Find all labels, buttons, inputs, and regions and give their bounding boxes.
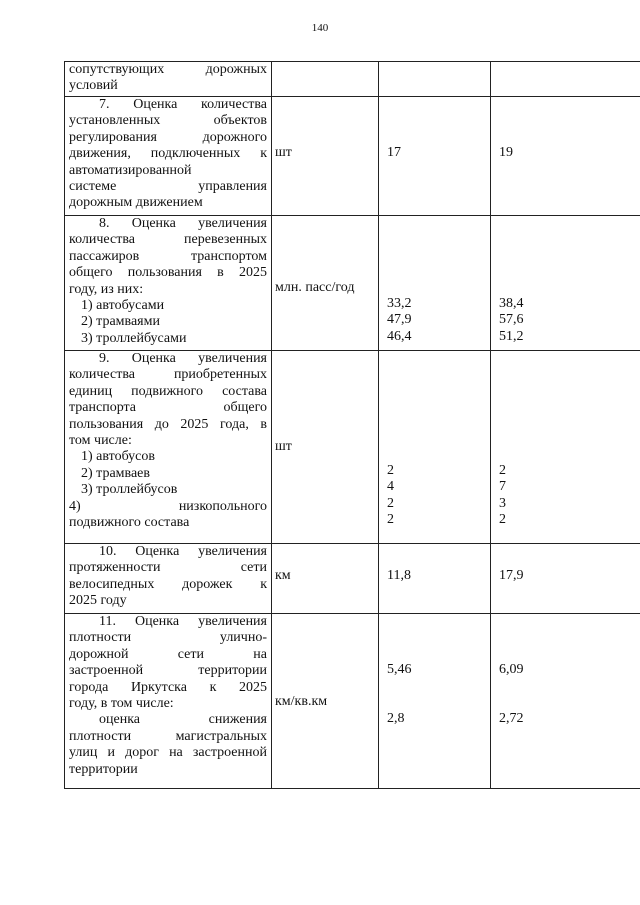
unit-cell [272, 351, 379, 544]
indicator-description-cell [65, 97, 272, 216]
baseline-value [387, 695, 487, 711]
target-value: 3 [499, 495, 506, 511]
target-value: 17,9 [499, 568, 524, 583]
description-line: дорожной сети на [69, 646, 267, 662]
unit-label: км/кв.км [275, 694, 328, 709]
indicator-description-cell [65, 62, 272, 97]
target-value: 7 [499, 479, 506, 495]
description-line: сопутствующих дорожных [69, 62, 267, 77]
baseline-value: 2 [387, 512, 394, 528]
description-line: условий [69, 78, 118, 94]
baseline-value: 5,46 [387, 662, 412, 677]
indicator-description-cell [65, 614, 272, 789]
baseline-value: 2 [387, 463, 394, 478]
baseline-value: 11,8 [387, 568, 411, 583]
unit-label: млн. пасс/год [275, 280, 355, 295]
description-line: 4) низкопольного [69, 498, 267, 514]
description-line: установленных объектов [69, 113, 267, 129]
description-line: регулирования дорожного [69, 129, 267, 145]
description-line: 7. Оценка количества [99, 97, 267, 112]
description-line: пассажиров транспортом [69, 248, 267, 264]
table-row [65, 544, 640, 614]
baseline-cell [379, 62, 491, 97]
description-line: автоматизированной [69, 162, 192, 178]
description-line: единиц подвижного состава [69, 383, 267, 399]
description-line: плотности улично- [69, 630, 267, 646]
description-line: том числе: [69, 433, 132, 449]
indicators-table [64, 61, 640, 789]
unit-cell [272, 97, 379, 216]
target-value: 2 [499, 463, 506, 478]
description-line: территории [69, 761, 138, 777]
unit-cell [272, 614, 379, 789]
baseline-value: 2,8 [387, 711, 405, 727]
table-row [65, 62, 640, 97]
description-line: оценка снижения [99, 712, 267, 728]
description-line: системе управления [69, 179, 267, 195]
unit-cell [272, 62, 379, 97]
description-line: 9. Оценка увеличения [99, 351, 267, 366]
description-line: году, в том числе: [69, 696, 174, 712]
description-line: 3) троллейбусами [81, 330, 187, 346]
baseline-value: 47,9 [387, 312, 412, 328]
table-row [65, 216, 640, 351]
baseline-cell [379, 614, 491, 789]
page-number: 140 [311, 22, 329, 34]
description-line: города Иркутска к 2025 [69, 679, 267, 695]
description-line: подвижного состава [69, 515, 190, 531]
description-line: 2025 году [69, 593, 127, 609]
target-value: 38,4 [499, 296, 524, 311]
unit-label: км [275, 568, 291, 583]
baseline-value [387, 678, 487, 694]
baseline-value: 46,4 [387, 328, 412, 344]
description-line: 3) троллейбусов [81, 482, 178, 498]
baseline-cell [379, 216, 491, 351]
description-line: застроенной территории [69, 663, 267, 679]
target-cell [491, 544, 640, 614]
description-line: пользования до 2025 года, в [69, 416, 267, 432]
description-line: плотности магистральных [69, 728, 267, 744]
description-line: движения, подключенных к [69, 146, 267, 162]
baseline-value: 2 [387, 495, 394, 511]
description-line: количества перевезенных [69, 232, 267, 248]
description-line: 1) автобусами [81, 298, 165, 314]
table-row [65, 351, 640, 544]
unit-cell [272, 216, 379, 351]
description-line: 8. Оценка увеличения [99, 216, 267, 231]
target-cell [491, 614, 640, 789]
unit-cell [272, 544, 379, 614]
table-row [65, 97, 640, 216]
description-line: году, из них: [69, 281, 144, 297]
description-line: дорожным движением [69, 195, 203, 211]
description-line: транспорта общего [69, 400, 267, 416]
baseline-value: 17 [387, 145, 401, 160]
target-cell [491, 97, 640, 216]
target-value: 2,72 [499, 711, 524, 727]
indicator-description-cell [65, 351, 272, 544]
description-line: 1) автобусов [81, 449, 155, 465]
indicator-description-cell [65, 544, 272, 614]
target-cell [491, 351, 640, 544]
description-line: 2) трамваями [81, 314, 160, 330]
description-line: улиц и дорог на застроенной [69, 745, 267, 761]
description-line: общего пользования в 2025 [69, 265, 267, 281]
baseline-cell [379, 351, 491, 544]
table-row [65, 614, 640, 789]
unit-label: шт [275, 145, 292, 160]
description-line: 10. Оценка увеличения [99, 544, 267, 559]
description-line: 2) трамваев [81, 465, 150, 481]
indicator-description-cell [65, 216, 272, 351]
target-value: 6,09 [499, 662, 524, 677]
description-line: велосипедных дорожек к [69, 576, 267, 592]
unit-label: шт [275, 439, 292, 454]
target-value: 19 [499, 145, 513, 160]
description-line: количества приобретенных [69, 367, 267, 383]
target-value: 51,2 [499, 328, 524, 344]
baseline-value: 4 [387, 479, 394, 495]
description-line: 11. Оценка увеличения [99, 614, 267, 629]
target-value [499, 695, 637, 711]
baseline-cell [379, 97, 491, 216]
target-value: 57,6 [499, 312, 524, 328]
baseline-cell [379, 544, 491, 614]
target-cell [491, 62, 640, 97]
target-value: 2 [499, 512, 506, 528]
description-line: протяженности сети [69, 560, 267, 576]
baseline-value: 33,2 [387, 296, 412, 311]
target-value [499, 678, 637, 694]
target-cell [491, 216, 640, 351]
